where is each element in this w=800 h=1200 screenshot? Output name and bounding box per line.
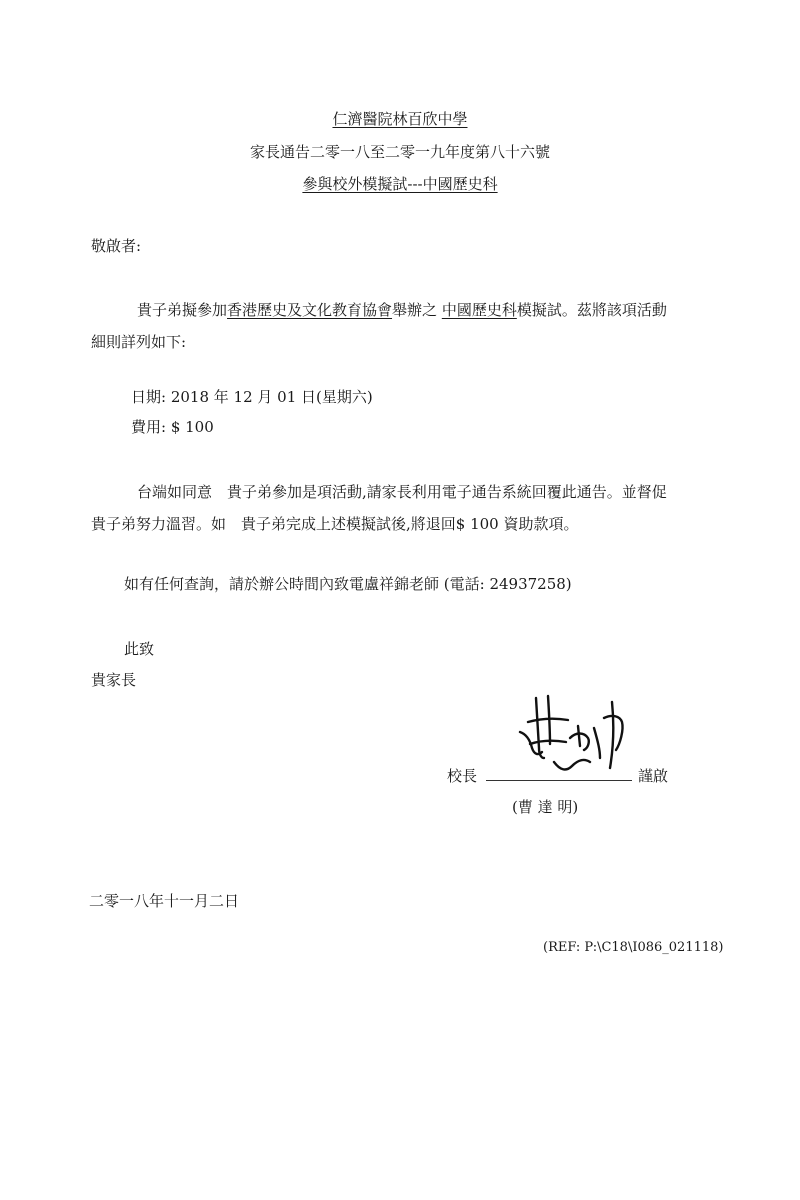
principal-label: 校長 xyxy=(447,767,478,785)
school-name-text: 仁濟醫院林百欣中學 xyxy=(332,110,468,128)
paragraph-1-middle: 舉辦之 xyxy=(392,301,442,319)
exam-fee: 費用: $ 100 xyxy=(131,418,214,436)
addressee: 貴家長 xyxy=(91,671,137,689)
exam-subject-name: 中國歷史科 xyxy=(441,301,517,319)
notice-subject xyxy=(0,173,800,194)
salutation: 敬啟者: xyxy=(91,237,142,255)
paragraph-1-suffix: 模擬試。茲將該項活動 xyxy=(516,301,667,319)
paragraph-2-line-2: 貴子弟努力溫習。如 貴子弟完成上述模擬試後,將退回$ 100 資助款項。 xyxy=(91,515,579,533)
school-name xyxy=(0,108,800,129)
enquiry-paragraph: 如有任何查詢，請於辦公時間內致電盧祥錦老師 (電話: 24937258) xyxy=(124,575,572,593)
principal-name: (曹 達 明) xyxy=(512,798,579,816)
organizer-name: 香港歷史及文化教育協會 xyxy=(227,301,393,319)
paragraph-1-line-1 xyxy=(137,299,667,320)
paragraph-2-line-1: 台端如同意 貴子弟參加是項活動,請家長利用電子通告系統回覆此通告。並督促 xyxy=(137,483,667,501)
respect-label: 謹啟 xyxy=(638,767,669,785)
paragraph-1-line-2: 細則詳列如下: xyxy=(91,333,187,351)
principal-signature xyxy=(508,688,638,784)
notice-subject-text: 參與校外模擬試---中國歷史科 xyxy=(302,175,498,193)
exam-date: 日期: 2018 年 12 月 01 日(星期六) xyxy=(131,388,373,406)
issue-date: 二零一八年十一月二日 xyxy=(89,892,240,910)
closing: 此致 xyxy=(124,640,155,658)
notice-number: 家長通告二零一八至二零一九年度第八十六號 xyxy=(249,143,550,161)
paragraph-1-prefix: 貴子弟擬參加 xyxy=(137,301,228,319)
signature-line xyxy=(486,780,632,781)
reference-code: (REF: P:\C18\I086_021118) xyxy=(543,940,724,955)
